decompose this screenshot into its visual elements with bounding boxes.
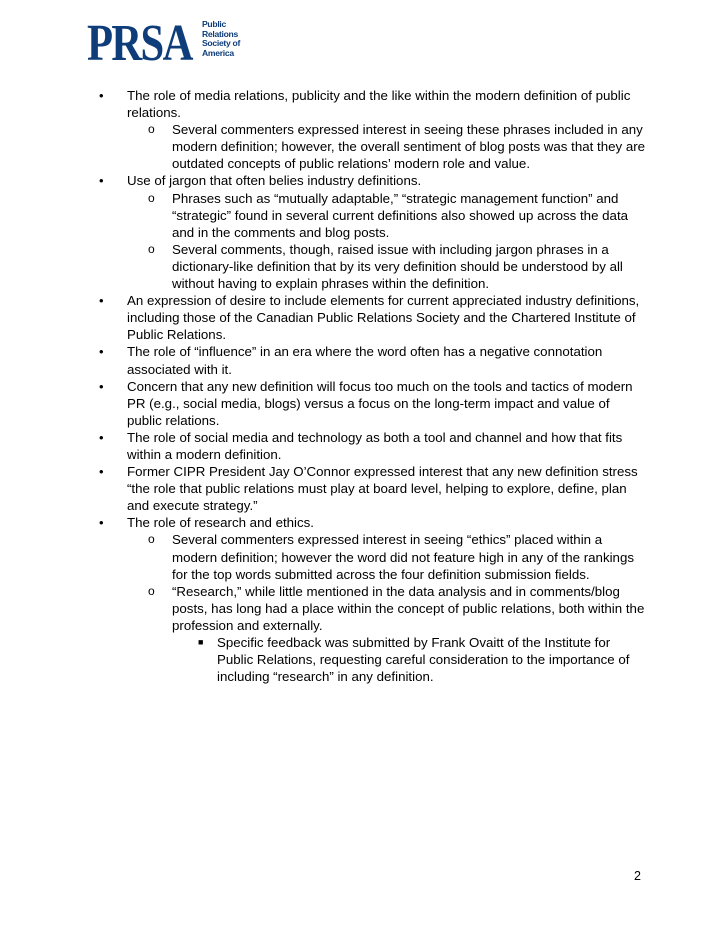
logo-line: Relations	[202, 28, 238, 39]
sub-list	[127, 531, 648, 685]
circle-bullet-icon: o	[148, 532, 155, 547]
sub-sub-list-item-text: Specific feedback was submitted by Frank Ovaitt of the Institute for Public Relations, requesting careful consideration to the importance of including “research” in any definition.	[217, 635, 630, 685]
prsa-logo	[87, 15, 247, 80]
prsa-logo-wordmark	[202, 20, 240, 59]
bullet-icon: •	[99, 344, 104, 360]
list-item-text: The role of “influence” in an era where the word often has a negative connotation associated with it.	[127, 344, 603, 377]
sub-list-item-text: Several commenters expressed interest in seeing “ethics” placed within a modern definition; however the word did not feature high in any of the rankings for the top words submitted across the four definition submission fields.	[172, 532, 634, 582]
list-item-text: The role of social media and technology as both a tool and channel and how that fits within a modern definition.	[127, 429, 623, 462]
list-item-text: Use of jargon that often belies industry definitions.	[127, 173, 422, 189]
document-body	[92, 87, 648, 685]
logo-line: Public	[202, 19, 226, 29]
list-item-text: The role of research and ethics.	[127, 515, 314, 531]
logo-line: Society of	[202, 38, 241, 49]
sub-list-item-text: Several commenters expressed interest in seeing these phrases included in any modern definition; however, the overall sentiment of blog posts was that they are outdated concepts of public relations’ modern role and value.	[172, 122, 646, 172]
list-item	[92, 343, 648, 377]
bullet-icon: •	[99, 515, 104, 531]
list-item-text: Concern that any new definition will focus too much on the tools and tactics of modern PR (e.g., social media, blogs) versus a focus on the long-term impact and value of public relations.	[127, 378, 633, 428]
sub-list-item-text: “Research,” while little mentioned in the data analysis and in comments/blog posts, has long had a place within the concept of public relations, both within the profession and externally.	[172, 583, 645, 633]
square-bullet-icon: ■	[198, 637, 204, 647]
sub-sub-list-item	[172, 634, 648, 685]
circle-bullet-icon: o	[148, 122, 155, 137]
sub-list-item	[127, 531, 648, 582]
prsa-logo-mark: PRSA	[87, 15, 192, 72]
bullet-icon: •	[99, 88, 104, 103]
bullet-icon: •	[99, 429, 104, 445]
circle-bullet-icon: o	[148, 241, 155, 256]
bullet-icon: •	[99, 173, 104, 189]
circle-bullet-icon: o	[148, 190, 155, 205]
logo-line: America	[202, 48, 234, 59]
bullet-icon: •	[99, 378, 104, 394]
list-item	[92, 463, 648, 514]
bullet-list	[92, 87, 648, 685]
sub-sub-list	[172, 634, 648, 685]
sub-list-item	[127, 190, 648, 241]
list-item	[92, 378, 648, 429]
sub-list	[127, 190, 648, 293]
list-item	[92, 514, 648, 685]
list-item	[92, 87, 648, 172]
sub-list-item-text: Phrases such as “mutually adaptable,” “strategic management function” and “strategic” found in several current definitions also showed up across the data and in the comments and blog posts.	[172, 190, 629, 240]
list-item	[92, 172, 648, 292]
sub-list-item	[127, 121, 648, 172]
bullet-icon: •	[99, 293, 104, 309]
list-item	[92, 429, 648, 463]
list-item	[92, 292, 648, 343]
bullet-icon: •	[99, 464, 104, 480]
sub-list-item	[127, 583, 648, 686]
page-number: 2	[634, 869, 641, 883]
sub-list-item	[127, 241, 648, 292]
sub-list	[127, 121, 648, 172]
list-item-text: Former CIPR President Jay O’Connor expressed interest that any new definition stress “the role that public relations must play at board level, helping to explore, define, plan and execute strategy.”	[127, 464, 638, 514]
list-item-text: An expression of desire to include elements for current appreciated industry definitions, including those of the Canadian Public Relations Society and the Chartered Institute of Public Relations.	[127, 293, 640, 343]
circle-bullet-icon: o	[148, 583, 155, 598]
sub-list-item-text: Several comments, though, raised issue with including jargon phrases in a dictionary-like definition that by its very definition should be understood by all without having to explain phrases within the definition.	[172, 241, 623, 292]
list-item-text: The role of media relations, publicity and the like within the modern definition of public relations.	[127, 88, 631, 121]
